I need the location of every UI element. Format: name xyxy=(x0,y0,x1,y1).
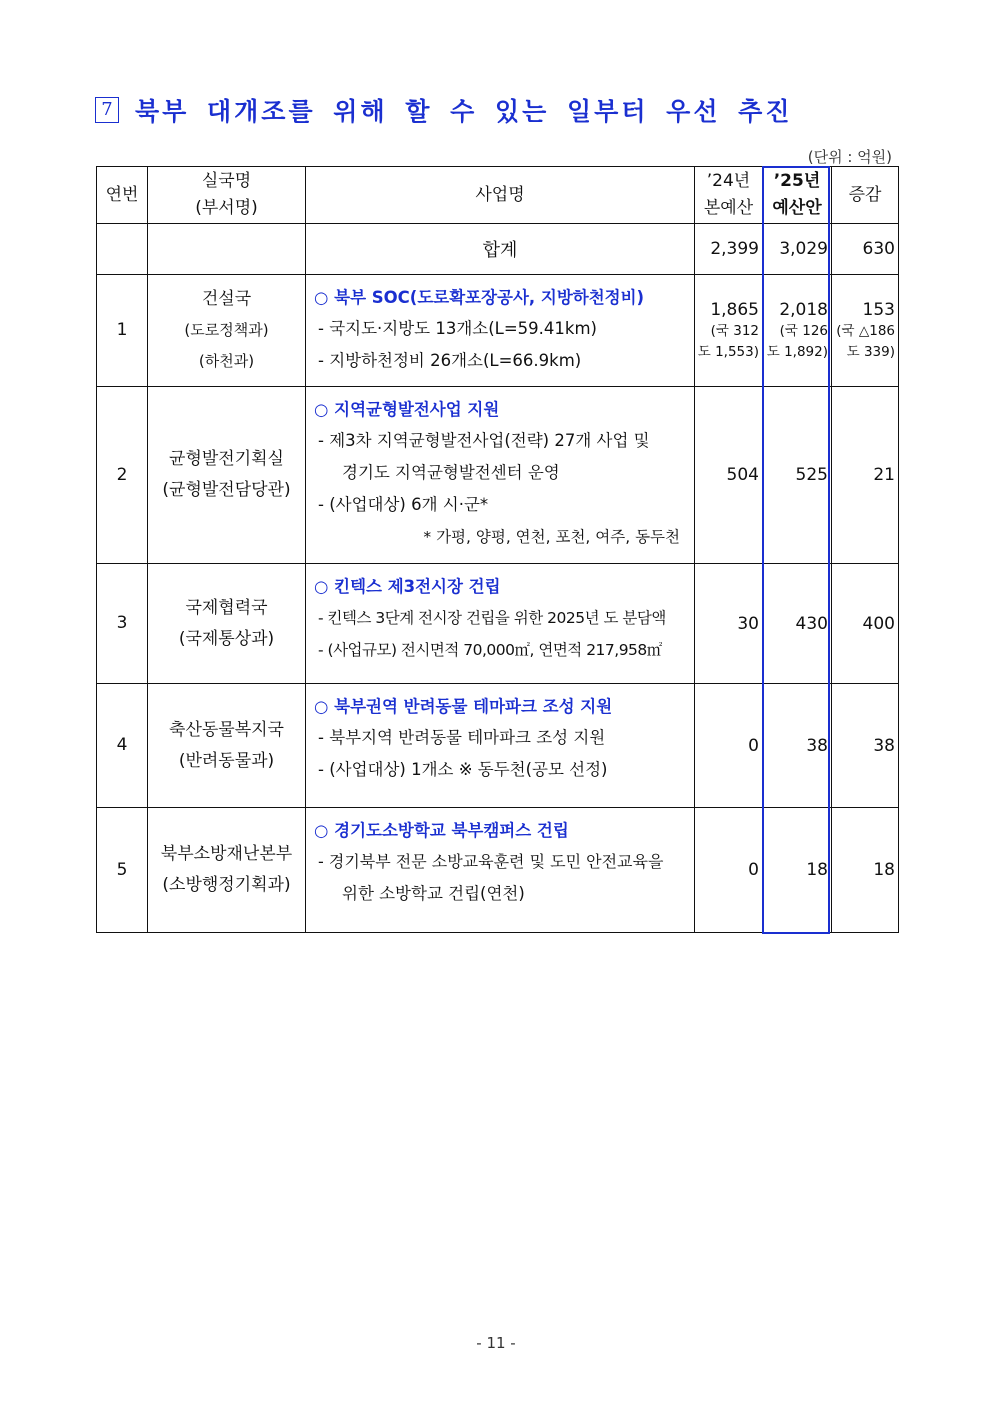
total-y24: 2,399 xyxy=(695,224,763,275)
header-dept xyxy=(148,167,306,224)
unit-label: (단위 : 억원) xyxy=(807,148,892,166)
change-breakdown: 도 339) xyxy=(846,343,895,360)
table-row xyxy=(97,564,899,684)
row-y24 xyxy=(695,275,763,387)
change-value: 153 xyxy=(862,299,895,320)
y25-breakdown: 도 1,892) xyxy=(766,343,828,360)
row-y24: 0 xyxy=(695,684,763,808)
project-detail: - (사업대상) 1개소 ※ 동두천(공모 선정) xyxy=(318,760,608,779)
row-y24: 504 xyxy=(695,387,763,564)
row-project xyxy=(306,275,695,387)
section-title-text: 북부 대개조를 위해 할 수 있는 일부터 우선 추진 xyxy=(135,97,793,126)
header-dept-line1: 실국명 xyxy=(201,171,252,191)
row-project xyxy=(306,387,695,564)
dept-name: 축산동물복지국 xyxy=(169,719,284,740)
project-detail: - 지방하천정비 26개소(L=66.9km) xyxy=(318,351,582,370)
project-title: ○ 북부 SOC(도로확포장공사, 지방하천정비) xyxy=(314,288,645,307)
project-detail: - (사업대상) 6개 시·군* xyxy=(318,495,489,514)
header-y24 xyxy=(695,167,763,224)
row-y24: 30 xyxy=(695,564,763,684)
dept-sub: (균형발전담당관) xyxy=(162,480,291,500)
project-title: ○ 지역균형발전사업 지원 xyxy=(314,400,500,419)
project-detail: - 경기북부 전문 소방교육훈련 및 도민 안전교육을 xyxy=(318,852,664,871)
budget-table xyxy=(96,166,899,933)
row-dept xyxy=(148,684,306,808)
total-dept-cell xyxy=(148,224,306,275)
table-header-row xyxy=(97,167,899,224)
row-change xyxy=(832,275,899,387)
row-no: 2 xyxy=(97,387,148,564)
row-y25: 18 xyxy=(763,808,832,933)
header-y25 xyxy=(763,167,832,224)
y25-value: 2,018 xyxy=(779,299,828,320)
header-project: 사업명 xyxy=(306,167,695,224)
row-change: 400 xyxy=(832,564,899,684)
row-no: 3 xyxy=(97,564,148,684)
row-change: 21 xyxy=(832,387,899,564)
dept-name: 균형발전기획실 xyxy=(169,449,284,469)
row-change: 18 xyxy=(832,808,899,933)
total-label: 합계 xyxy=(306,224,695,275)
row-project xyxy=(306,564,695,684)
project-title: ○ 킨텍스 제3전시장 건립 xyxy=(314,577,501,596)
row-no: 4 xyxy=(97,684,148,808)
total-no-cell xyxy=(97,224,148,275)
total-y25: 3,029 xyxy=(763,224,832,275)
row-change: 38 xyxy=(832,684,899,808)
row-y25 xyxy=(763,275,832,387)
row-dept xyxy=(148,808,306,933)
y24-breakdown: 도 1,553) xyxy=(697,343,759,360)
row-y25: 38 xyxy=(763,684,832,808)
header-no: 연번 xyxy=(97,167,148,224)
y24-breakdown: (국 312 xyxy=(710,322,759,339)
row-no: 5 xyxy=(97,808,148,933)
change-breakdown: (국 △186 xyxy=(836,322,895,339)
project-detail: 위한 소방학교 건립(연천) xyxy=(342,884,525,903)
dept-sub: (하천과) xyxy=(198,352,255,370)
project-detail: - (사업규모) 전시면적 70,000㎡, 연면적 217,958㎡ xyxy=(318,641,662,659)
row-y25: 430 xyxy=(763,564,832,684)
header-y25-line1: ’25년 xyxy=(773,171,821,191)
section-number-box: 7 xyxy=(95,97,119,123)
dept-sub: (소방행정기획과) xyxy=(162,875,291,895)
project-title: ○ 경기도소방학교 북부캠퍼스 건립 xyxy=(314,821,569,840)
dept-name: 국제협력국 xyxy=(185,597,268,618)
project-note: * 가평, 양평, 연천, 포천, 여주, 동두천 xyxy=(423,528,680,546)
table-row xyxy=(97,684,899,808)
header-change: 증감 xyxy=(832,167,899,224)
header-y24-line2: 본예산 xyxy=(703,198,754,218)
total-row xyxy=(97,224,899,275)
dept-sub: (도로정책과) xyxy=(184,321,269,339)
y25-breakdown: (국 126 xyxy=(779,322,828,339)
row-no: 1 xyxy=(97,275,148,387)
total-change: 630 xyxy=(832,224,899,275)
row-project xyxy=(306,684,695,808)
dept-sub: (반려동물과) xyxy=(178,750,275,771)
header-y25-line2: 예산안 xyxy=(772,198,822,218)
section-title xyxy=(95,92,792,128)
project-detail: - 북부지역 반려동물 테마파크 조성 지원 xyxy=(318,728,606,747)
page-number: - 11 - xyxy=(476,1334,516,1352)
project-detail: 경기도 지역균형발전센터 운영 xyxy=(342,463,560,482)
dept-name: 건설국 xyxy=(201,289,252,309)
row-y24: 0 xyxy=(695,808,763,933)
y24-value: 1,865 xyxy=(710,299,759,320)
project-detail: - 국지도·지방도 13개소(L=59.41km) xyxy=(318,319,597,338)
table-row xyxy=(97,808,899,933)
dept-sub: (국제통상과) xyxy=(178,628,275,649)
table-row xyxy=(97,275,899,387)
project-detail: - 킨텍스 3단계 전시장 건립을 위한 2025년 도 분담액 xyxy=(318,609,666,627)
row-y25: 525 xyxy=(763,387,832,564)
row-dept xyxy=(148,387,306,564)
project-title: ○ 북부권역 반려동물 테마파크 조성 지원 xyxy=(314,697,613,716)
row-dept xyxy=(148,275,306,387)
header-dept-line2: (부서명) xyxy=(195,198,258,218)
row-project xyxy=(306,808,695,933)
header-y24-line1: ’24년 xyxy=(706,171,751,191)
project-detail: - 제3차 지역균형발전사업(전략) 27개 사업 및 xyxy=(318,431,650,450)
dept-name: 북부소방재난본부 xyxy=(160,844,293,864)
row-dept xyxy=(148,564,306,684)
table-row xyxy=(97,387,899,564)
